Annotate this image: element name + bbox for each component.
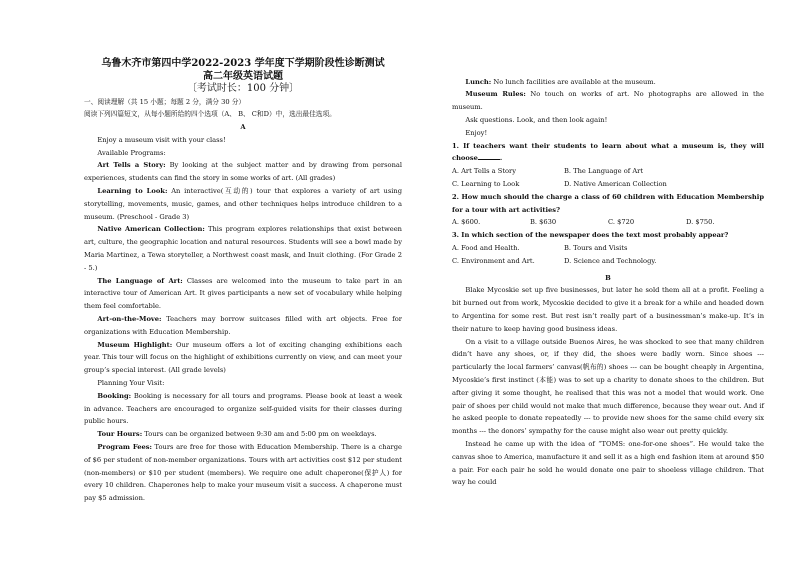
section-instructions: 阅读下列四篇短文，从每小题所给的四个选项（A、 B、 C和D）中，选出最佳选项。 [84,110,336,119]
program-item: The Language of Art: Classes are welcomed into the museum to take part in an interactive tour of American Art. It gives participants a new set of vocabulary while helping them feel comfortable. [84,276,402,311]
option: B. Tours and Visits [564,243,628,252]
option: C. Environment and Art. [452,256,535,265]
ask-questions-line: Ask questions. Look, and then look again! [465,115,608,124]
visit-detail-lunch: Lunch: No lunch facilities are available at the museum. [465,77,656,86]
question-2: 2. How much should the charge a class of 60 children with Education Membership for a tour with art activities? [452,192,764,214]
option: A. Art Tells a Story [452,167,517,176]
right-column [452,50,764,489]
enjoy-line: Enjoy! [465,128,488,137]
program-item: Art Tells a Story: By looking at the subject matter and by drawing from personal experiences, students can find the story in some works of art. (All grades) [84,161,403,183]
question-1-options [452,165,764,191]
exam-subtitle: 高二年级英语试题 [203,70,283,82]
available-programs-heading: Available Programs: [97,148,166,157]
passage-b-label: B [605,273,611,282]
visit-detail: Booking: Booking is necessary for all tours and programs. Please book at least a week in advance. Teachers are encouraged to organize self-guided visits for their classes during public hours. [84,391,402,426]
option: A. $600. [452,218,481,227]
passage-a-label: A [240,123,246,132]
question-3-options [452,242,764,268]
program-item: Native American Collection: This program explores relationships that exist between art, culture, the geographic location and natural resources. Students will see a bowl made by Maria Martinez, a Tewa storyteller, a Northwest coast mask, and Inuit clothing. (For Grade 2 - 5.) [84,225,402,272]
passage-a-intro: Enjoy a museum visit with your class! [97,135,226,144]
passage-b-paragraph: Instead he came up with the idea of “TOMS: one-for-one shoes”. He would take the canvas shoe to America, manufacture it and sell it as a high end fashion item at around $50 a pair. For each pair he sold he would donate one pair to shoeless village children. That way he could [452,439,764,487]
section-heading: 一、阅读理解（共 15 小题；每题 2 分，满分 30 分） [84,97,246,106]
visit-detail: Tour Hours: Tours can be organized between 9:30 am and 5:00 pm on weekdays. [97,430,377,439]
question-3: 3. In which section of the newspaper does the text most probably appear? [452,231,729,240]
answer-blank [478,152,500,160]
planning-heading: Planning Your Visit: [97,379,165,388]
fees-continuation-spacer [452,50,764,76]
left-column [84,50,402,505]
program-item: Learning to Look: An interactive(互动的) tour that explores a variety of art using storytelling, movements, music, games, and other techniques helps introduce children to a museum. (Preschool - Grade 3) [84,187,402,221]
program-item: Art-on-the-Move: Teachers may borrow suitcases filled with art objects. Free for organizations with Education Membership. [84,315,402,336]
visit-detail-rules: Museum Rules: No touch on works of art. No photographs are allowed in the museum. [452,90,764,112]
option: D. Native American Collection [564,179,667,188]
option: C. $720 [608,218,635,227]
exam-title: 乌鲁木齐市第四中学2022-2023 学年度下学期阶段性诊断测试 [101,58,385,69]
program-item: Museum Highlight: Our museum offers a lot of exciting changing exhibitions each year. This tour will focus on the highlight of exhibitions currently on view, and can meet your group’s special interest. (All grade levels) [84,340,403,375]
question-1: 1. If teachers want their students to learn about what a museum is, they will choose . [452,141,764,163]
passage-b-paragraph: On a visit to a village outside Buenos Aires, he was shocked to see that many children didn’t have any shoes, or, if they did, the shoes were badly worn. Since shoes --- particularly the local farmers’ canvas(帆布的) shoes --- can be bought cheaply in Argentina, Mycoskie’s first instinct (本能) was to set up a charity to donate shoes to the children. But after giving it some thought, he realised that this was not a model that would work. One pair of shoes per child would not make that much difference, because they wear out. And if he asked people to donate repeatedly --- to provide new shoes for the same child every six months --- the donors’ sympathy for the cause might also wear out pretty quickly. [452,337,764,436]
option: A. Food and Health. [452,243,520,252]
option: B. The Language of Art [564,167,644,176]
visit-detail-fees: Program Fees: Tours are free for those with Education Membership. There is a charge of $6 per student of non-member organizations. Tours with art activities cost $12 per student (non-members) or $10 per student (members). We require one adult chaperone(保护人) for every 10 children. Chaperones help to make your museum visit a success. A chaperone must pay $5 admission. [84,443,402,503]
passage-b-paragraph: Blake Mycoskie set up five businesses, but later he sold them all at a profit. Feeling a bit burned out from work, Mycoskie decided to give it a break for a while and headed down to Argentina for some rest. But rest isn’t really part of a businessman’s make-up. It’s in their nature to keep having good business ideas. [452,286,764,333]
question-2-options [452,216,764,229]
option: D. Science and Technology. [564,256,657,265]
exam-duration: 〔考试时长：100 分钟〕 [186,83,300,94]
option: C. Learning to Look [452,179,520,188]
option: B. $630 [530,218,557,227]
option: D. $750. [686,218,715,227]
